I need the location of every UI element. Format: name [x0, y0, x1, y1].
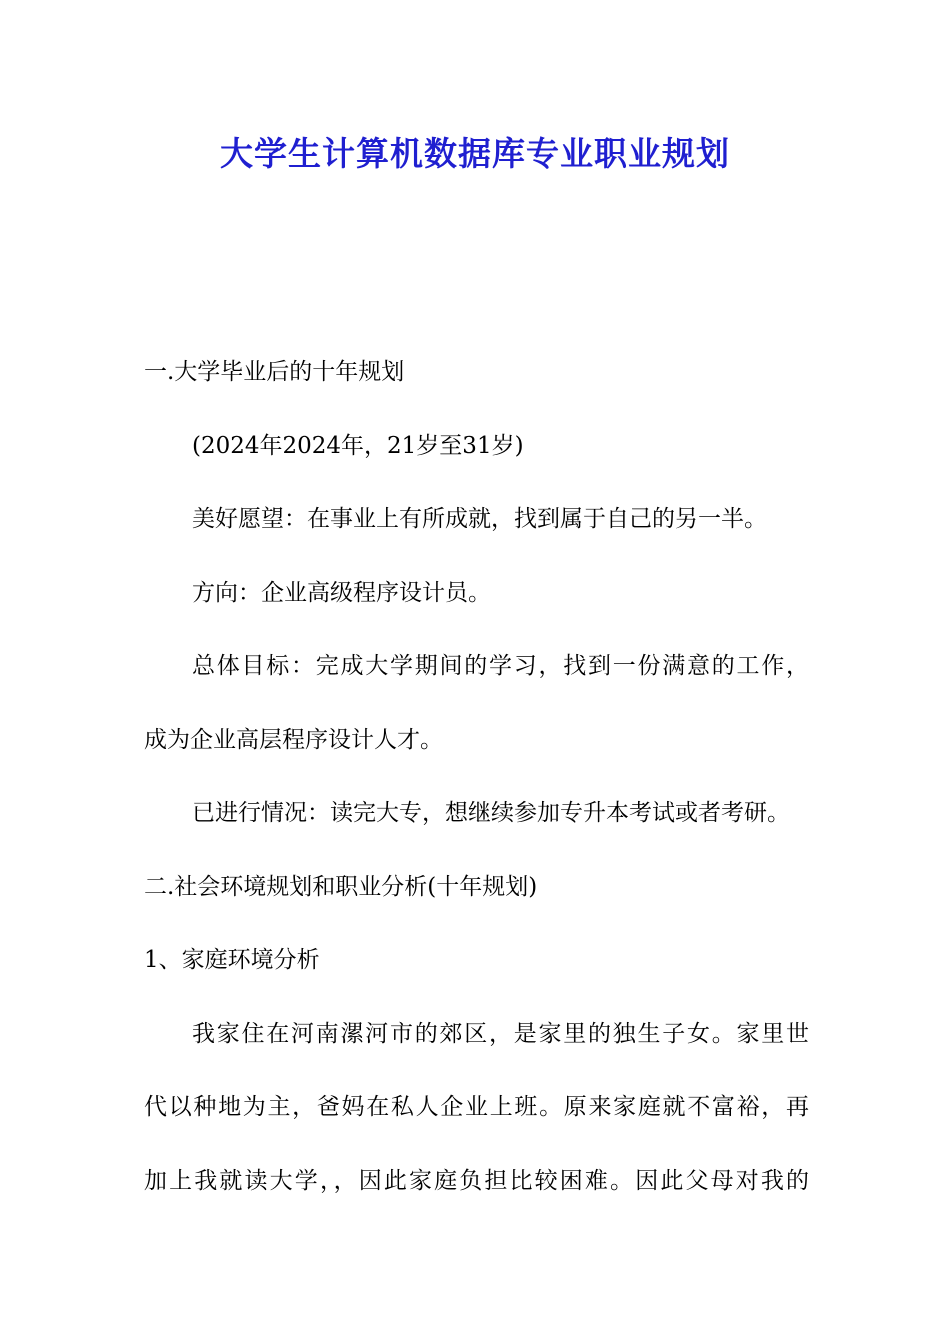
- paragraph-time-range: (2024年2024年，21岁至31岁): [192, 432, 524, 459]
- paragraph-family-line-2: 代以种地为主，爸妈在私人企业上班。原来家庭就不富裕，再: [144, 1094, 809, 1120]
- section-heading-2: 二.社会环境规划和职业分析(十年规划): [144, 873, 538, 900]
- paragraph-family-line-1: 我家住在河南漯河市的郊区，是家里的独生子女。家里世: [192, 1020, 809, 1047]
- subsection-heading-family: 1、家庭环境分析: [144, 947, 320, 973]
- paragraph-goal-line-1: 总体目标：完成大学期间的学习，找到一份满意的工作，: [192, 653, 809, 679]
- paragraph-goal-line-2: 成为企业高层程序设计人才。: [144, 726, 443, 753]
- paragraph-direction: 方向：企业高级程序设计员。: [192, 579, 491, 606]
- paragraph-family-line-3: 加上我就读大学，，因此家庭负担比较困难。因此父母对我的: [144, 1167, 809, 1194]
- document-body: [144, 336, 809, 1218]
- paragraph-progress: 已进行情况：读完大专，想继续参加专升本考试或者考研。: [192, 800, 790, 826]
- paragraph-wish: 美好愿望：在事业上有所成就，找到属于自己的另一半。: [192, 506, 767, 532]
- document-title: 大学生计算机数据库专业职业规划: [220, 134, 730, 173]
- section-heading-1: 一.大学毕业后的十年规划: [144, 359, 405, 385]
